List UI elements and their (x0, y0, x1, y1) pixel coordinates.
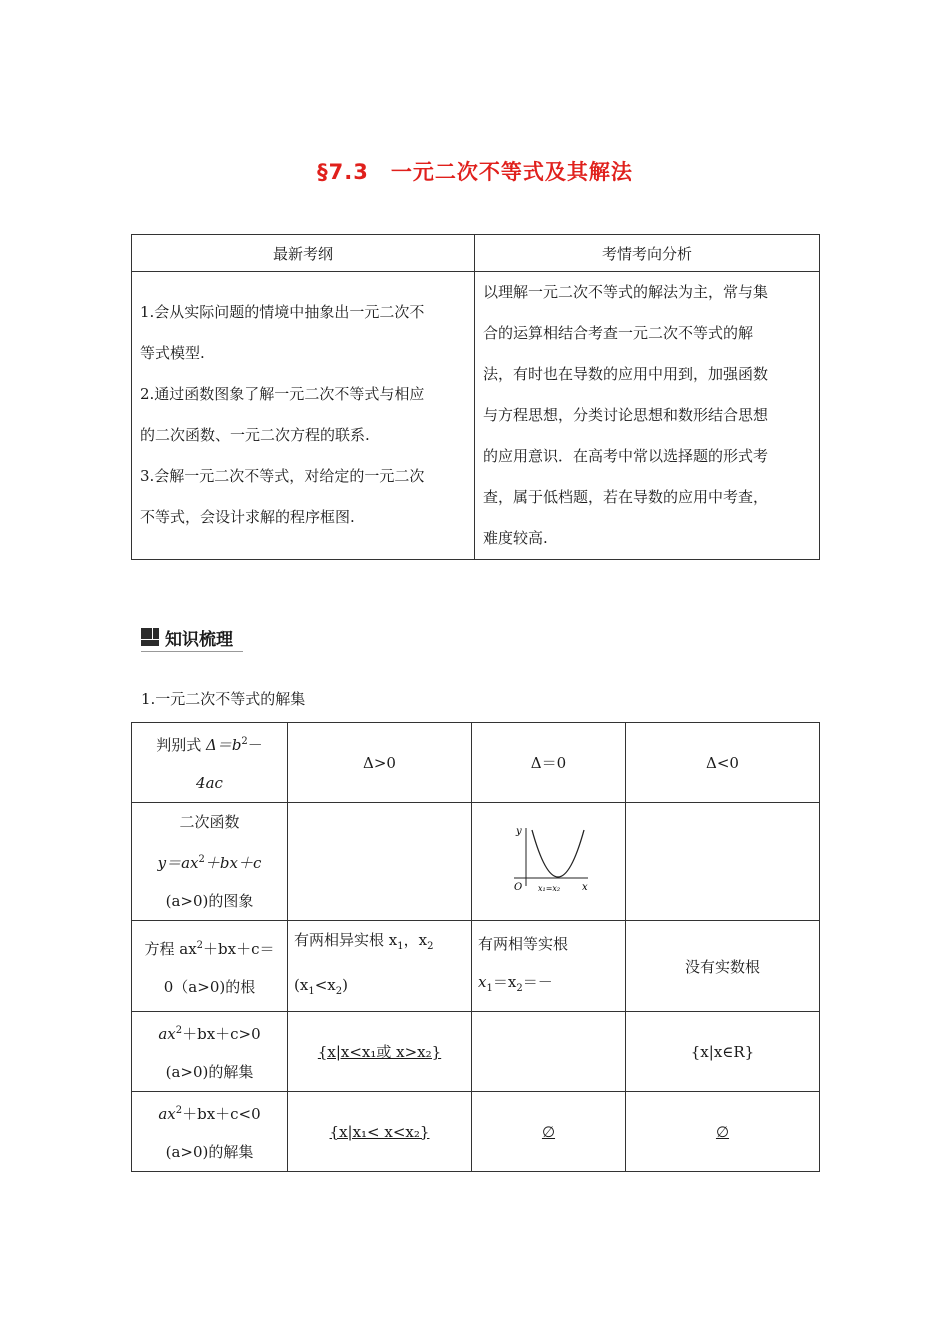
greater-than-zero-label: $ax^2+bx+c>0$ (a>0)的解集 (132, 1012, 288, 1092)
lt-solution-distinct: {x|x₁< x<x₂} (288, 1092, 472, 1172)
analysis-line: 与方程思想，分类讨论思想和数形结合思想 (483, 406, 769, 424)
analysis-line: 合的运算相结合考查一元二次不等式的解 (483, 324, 754, 342)
header-analysis: 考情考向分析 (475, 235, 820, 272)
gt-solution-distinct: {x|x<x₁或 x>x₂} (288, 1012, 472, 1092)
page-title (0, 156, 950, 186)
graph-y-label: y (515, 825, 522, 837)
syllabus-line: 不等式，会设计求解的程序框图. (140, 508, 355, 526)
section-number: §7.3 (317, 160, 369, 184)
graph-x-label: x (581, 881, 588, 893)
equation-roots-label: 方程 $ax^2+bx+c=$ 0（a>0)的根 (132, 921, 288, 1012)
lt-solution-equal: ∅ (472, 1092, 626, 1172)
delta-negative: Δ<0 (626, 723, 820, 803)
syllabus-line: 的二次函数、一元二次方程的联系. (140, 426, 370, 444)
analysis-line: 法，有时也在导数的应用中用到，加强函数 (483, 365, 769, 383)
subheading: 1.一元二次不等式的解集 (141, 690, 306, 708)
gt-solution-none: {x|x∈R} (626, 1012, 820, 1092)
section-label: 知识梳理 (165, 629, 233, 650)
analysis-line: 的应用意识．在高考中常以选择题的形式考 (483, 447, 769, 465)
analysis-line: 以理解一元二次不等式的解法为主，常与集 (483, 283, 769, 301)
delta-positive: Δ>0 (288, 723, 472, 803)
analysis-line: 难度较高. (483, 529, 548, 547)
syllabus-cell (132, 272, 475, 560)
less-than-zero-label: $ax^2+bx+c<0$ (a>0)的解集 (132, 1092, 288, 1172)
graph-delta-positive (288, 803, 472, 921)
two-equal-roots: 有两相等实根 $x_1=x_2=-$ (472, 921, 626, 1012)
syllabus-line: 1.会从实际问题的情境中抽象出一元二次不 (140, 303, 425, 321)
syllabus-line: 等式模型. (140, 344, 205, 362)
parabola-graph (504, 824, 594, 900)
discriminant-label: 判别式 $\Delta=b^2-$ 4ac (132, 723, 288, 803)
lt-solution-none: ∅ (626, 1092, 820, 1172)
quadratic-function-label: 二次函数 $y=ax^2+bx+c$ (a>0)的图象 (132, 803, 288, 921)
section-underline (141, 651, 243, 652)
header-syllabus: 最新考纲 (132, 235, 475, 272)
analysis-line: 查，属于低档题，若在导数的应用中考查， (483, 488, 769, 506)
graph-origin-label: O (513, 881, 522, 893)
graph-delta-negative (626, 803, 820, 921)
syllabus-table (131, 234, 820, 560)
analysis-cell (475, 272, 820, 560)
syllabus-line: 3.会解一元二次不等式，对给定的一元二次 (140, 467, 425, 485)
delta-zero: Δ＝0 (472, 723, 626, 803)
section-block-icon (141, 628, 159, 646)
graph-delta-zero (472, 803, 626, 921)
graph-root-label: x₁=x₂ (537, 883, 560, 893)
gt-solution-equal (472, 1012, 626, 1092)
syllabus-line: 2.通过函数图象了解一元二次不等式与相应 (140, 385, 425, 403)
no-real-roots: 没有实数根 (626, 921, 820, 1012)
section-header (141, 622, 233, 652)
solution-set-table (131, 722, 820, 1172)
two-distinct-roots: 有两相异实根 $x_1$，$x_2$ $(x_1<x_2)$ (288, 921, 472, 1012)
title-text: 一元二次不等式及其解法 (390, 160, 633, 184)
